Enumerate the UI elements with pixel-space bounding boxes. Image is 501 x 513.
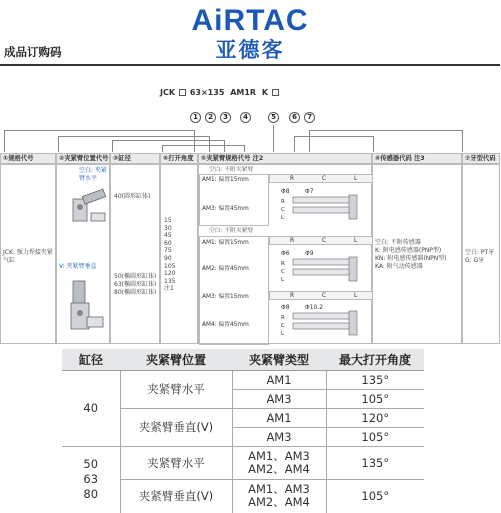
col-bore: [110, 164, 160, 344]
bore-oval: 50(椭圆形缸体) 63(椭圆形缸体) 80(椭圆形缸体): [114, 273, 157, 296]
code-sensor: K: [261, 88, 269, 97]
connector-4: [162, 145, 245, 152]
svg-text:L: L: [281, 215, 285, 221]
rcl-header-3: [269, 291, 373, 300]
cell-type: AM1: [232, 409, 326, 428]
section-title: 成品订购码: [4, 45, 62, 59]
connector-5: [273, 125, 274, 152]
pos-num-2: 2: [205, 112, 216, 123]
code-prefix: JCK: [160, 88, 176, 97]
col-spec: [0, 164, 56, 344]
spec-text: JCK: 强力焊接夹紧气缸: [3, 249, 53, 264]
cell-position: 夹紧臂水平: [120, 447, 232, 480]
arm-box-2: [199, 236, 269, 345]
col-open-angle: [160, 164, 198, 344]
bore-40: 40(圆形缸体): [114, 193, 151, 200]
svg-text:C: C: [281, 207, 285, 213]
arm-box-1: [199, 174, 269, 226]
cell-angle: 135°: [326, 447, 424, 480]
cell-angle: 105°: [326, 480, 424, 513]
arm-am1-top: AM1: 偏置15mm: [202, 177, 249, 183]
arm-am4-bottom: AM4: 偏置45mm: [202, 322, 249, 328]
arm-am3-top: AM3: 偏置45mm: [202, 206, 249, 212]
cell-type: AM1、AM3 AM2、AM4: [232, 480, 326, 513]
dim-phi8-a: Φ8: [281, 188, 290, 195]
max-angle-table: [62, 349, 424, 513]
pos-num-5: 5: [268, 112, 279, 123]
pos-num-1: 1: [190, 112, 201, 123]
cell-angle: 135°: [326, 371, 424, 390]
dim-phi6: Φ6: [281, 250, 290, 257]
brand-name-cn: 亚德客: [215, 38, 285, 62]
table-row: [62, 371, 424, 390]
rcl-header-2: [269, 236, 373, 245]
cell-type: AM3: [232, 428, 326, 447]
position-numbers: [0, 112, 500, 126]
cell-position: 夹紧臂垂直(V): [120, 480, 232, 513]
col-l-1: L: [354, 176, 358, 182]
col-l-3: L: [354, 293, 358, 299]
col-r-2: R: [290, 238, 295, 244]
section-divider: [0, 64, 500, 66]
cell-position: 夹紧臂垂直(V): [120, 409, 232, 447]
th-max-angle: 最大打开角度: [326, 349, 424, 371]
arm-horizontal-label: 空白: 夹紧臂水平: [79, 167, 107, 182]
dim-phi7: Φ7: [305, 188, 314, 195]
dim-phi9: Φ9: [305, 250, 314, 257]
brand-header: [0, 4, 500, 64]
code-size: 63×135: [189, 88, 225, 97]
arm-am3-bottom: AM3: 偏置15mm: [202, 294, 249, 300]
header-sensor: ⑥传感器代码 注3: [372, 153, 462, 164]
arm-drawing-3: [279, 301, 369, 341]
cell-type: AM3: [232, 390, 326, 409]
header-thread: ⑦牙型代码: [462, 153, 500, 164]
arm-vertical-label: V: 夹紧臂垂直: [59, 263, 97, 270]
cell-angle: 120°: [326, 409, 424, 428]
header-arm-position: ②夹紧臂位置代号: [56, 153, 110, 164]
arm-am2-mid: AM2: 偏置45mm: [202, 266, 249, 272]
col-arm-position: [56, 164, 110, 344]
svg-text:L: L: [281, 277, 285, 283]
rcl-header-1: [269, 174, 373, 183]
dim-phi10: Φ10.2: [305, 304, 324, 311]
col-sensor: [372, 164, 462, 344]
arm-drawing-1: [279, 185, 369, 225]
cell-angle: 105°: [326, 390, 424, 409]
pos-num-6: 6: [289, 112, 300, 123]
svg-text:R: R: [281, 315, 285, 321]
cell-bore-oval: 50 63 80: [62, 447, 120, 513]
code-box-2: [179, 89, 186, 96]
header-arm-spec: ⑤夹紧臂规格代号 注2: [198, 153, 372, 164]
col-c-3: C: [322, 293, 327, 299]
table-row: [62, 447, 424, 480]
code-box-7: [272, 89, 279, 96]
horizontal-arm-illustration: [69, 183, 109, 225]
th-arm-type: 夹紧臂类型: [232, 349, 326, 371]
pos-num-4: 4: [240, 112, 251, 123]
vertical-arm-illustration: [67, 277, 107, 337]
col-arm-spec: [198, 164, 372, 344]
col-c-2: C: [322, 238, 327, 244]
angle-values: 15 30 45 60 75 90 105 120 135 注1: [164, 217, 176, 293]
pos-num-7: 7: [304, 112, 315, 123]
cell-position: 夹紧臂水平: [120, 371, 232, 409]
svg-text:R: R: [281, 261, 285, 267]
connector-7: [309, 130, 463, 152]
brand-logo: AiRTAC: [191, 4, 309, 37]
cell-type: AM1、AM3 AM2、AM4: [232, 447, 326, 480]
pos-num-3: 3: [220, 112, 231, 123]
arm-drawing-2: [279, 247, 369, 287]
col-l-2: L: [354, 238, 358, 244]
th-arm-position: 夹紧臂位置: [120, 349, 232, 371]
cell-type: AM1: [232, 371, 326, 390]
thread-text: 空白: PT牙 G: G牙: [465, 249, 495, 264]
arm-am1-mid: AM1: 偏置15mm: [202, 240, 249, 246]
order-code: [160, 88, 280, 97]
col-c-1: C: [322, 176, 327, 182]
no-arm-mid: 空白: 不附夹紧臂: [209, 228, 254, 234]
svg-text:R: R: [281, 199, 285, 205]
cell-bore-40: 40: [83, 401, 99, 415]
no-arm-top: 空白: 不附夹紧臂: [209, 167, 254, 173]
code-model: AM1R: [230, 88, 257, 97]
svg-text:C: C: [281, 323, 285, 329]
svg-text:L: L: [281, 331, 285, 337]
header-spec: ①规格代号: [0, 153, 56, 164]
cell-angle: 105°: [326, 428, 424, 447]
header-open-angle: ④打开角度: [160, 153, 198, 164]
col-r-1: R: [290, 176, 295, 182]
header-bore: ③缸径: [110, 153, 160, 164]
th-bore: 缸径: [62, 349, 120, 371]
col-thread: [462, 164, 500, 344]
sensor-text: 空白: 不附传感器 K: 附电感传感器(PNP型) KN: 附电感传感器(NPN型) KA: 附气动传感器: [375, 239, 447, 270]
dim-phi8-b: Φ8: [281, 304, 290, 311]
svg-text:C: C: [281, 269, 285, 275]
col-r-3: R: [290, 293, 295, 299]
